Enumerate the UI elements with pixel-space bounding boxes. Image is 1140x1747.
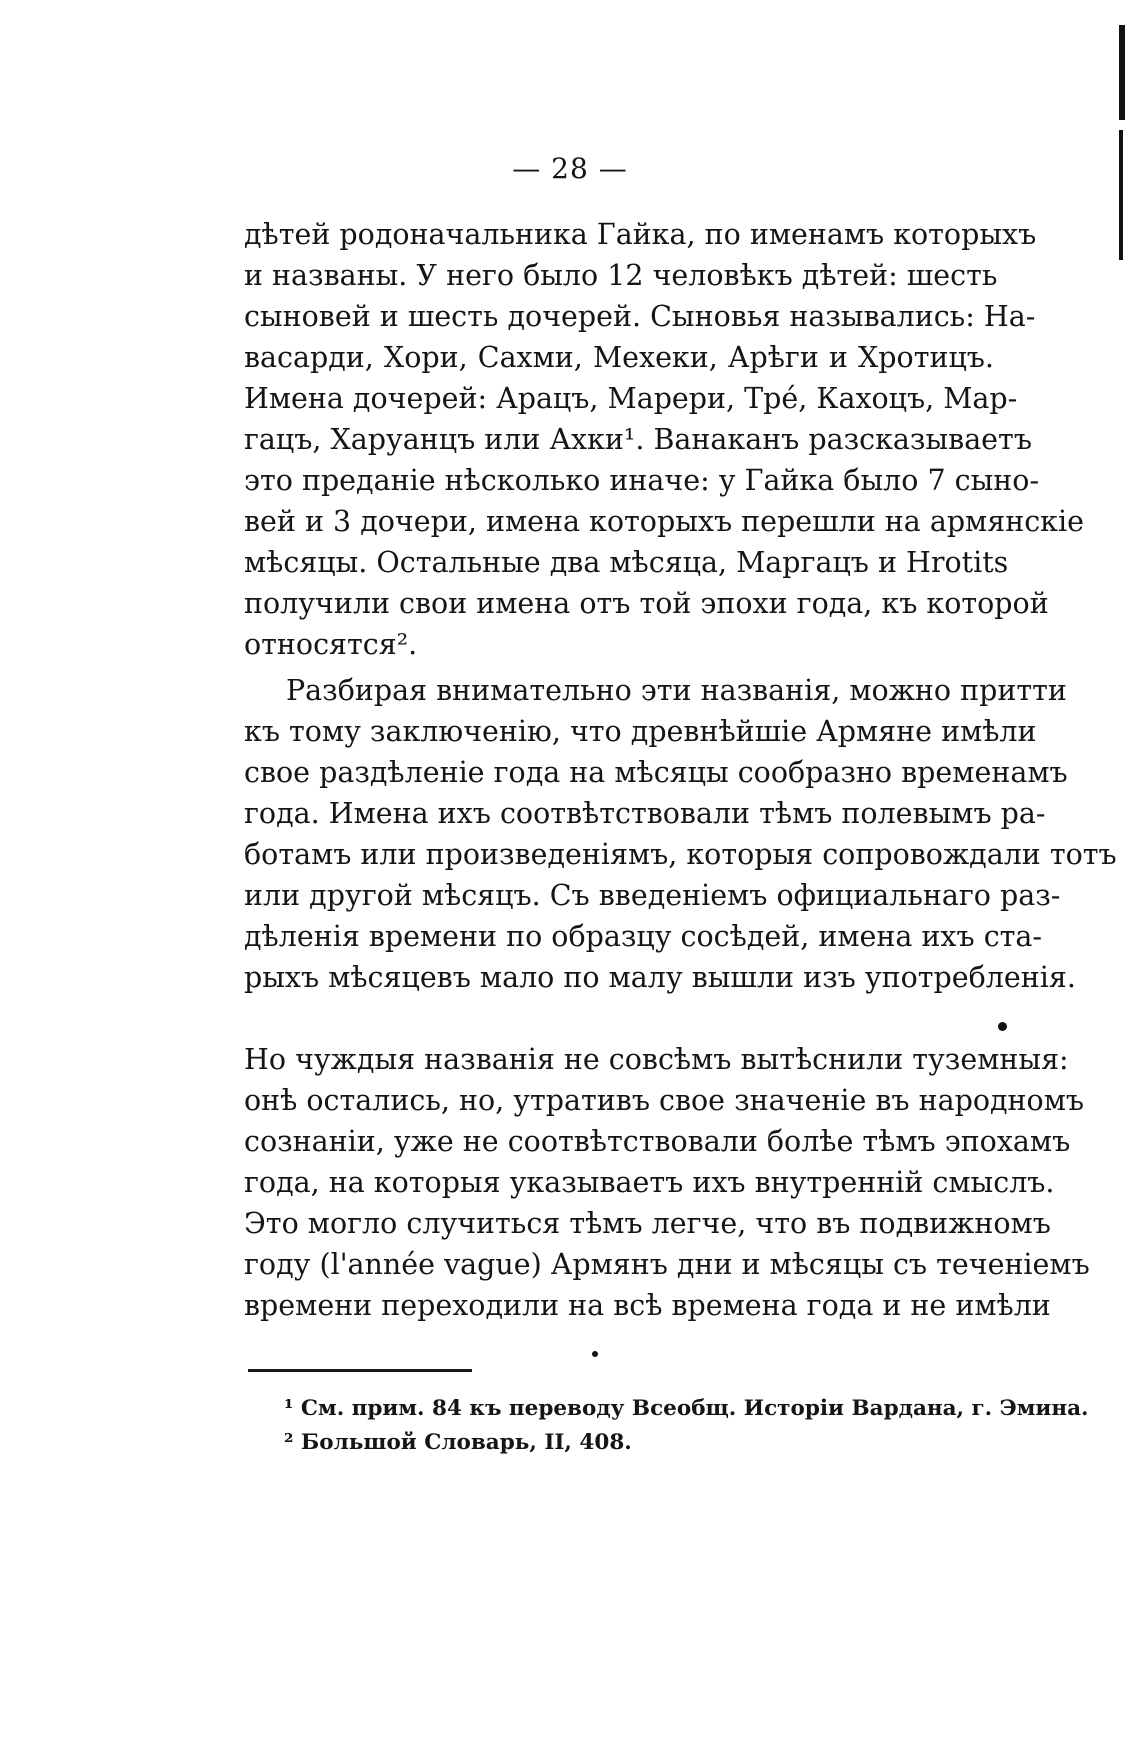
text-line-paragraph-start: Разбирая внимательно эти названія, можно притти	[286, 674, 1067, 707]
scan-speck	[592, 1351, 598, 1357]
text-line: года. Имена ихъ соотвѣтствовали тѣмъ полевымъ ра-	[244, 797, 1046, 830]
text-line: вей и 3 дочери, имена которыхъ перешли на армянскіе	[244, 505, 1084, 538]
text-line-paragraph-end: относятся².	[244, 628, 418, 661]
text-line: къ тому заключенію, что древнѣйшіе Армяне имѣли	[244, 715, 1037, 748]
text-line: онѣ остались, но, утративъ свое значеніе въ народномъ	[244, 1084, 1085, 1117]
text-line: Это могло случиться тѣмъ легче, что въ подвижномъ	[244, 1207, 1051, 1240]
footnote-2: ² Большой Словарь, II, 408.	[284, 1430, 632, 1455]
text-line: Имена дочерей: Арацъ, Марери, Трé, Кахоцъ, Мар-	[244, 382, 1018, 415]
text-line: году (l'année vague) Армянъ дни и мѣсяцы съ теченіемъ	[244, 1248, 1090, 1281]
text-line: мѣсяцы. Остальные два мѣсяца, Маргацъ и Hrotits	[244, 546, 1009, 579]
text-line: это преданіе нѣсколько иначе: у Гайка было 7 сыно-	[244, 464, 1040, 497]
text-line: гацъ, Харуанцъ или Ахки¹. Ванаканъ разсказываетъ	[244, 423, 1032, 456]
scan-speck	[998, 1022, 1007, 1031]
footnote-divider	[248, 1369, 472, 1372]
text-line: васарди, Хори, Сахми, Мехеки, Арѣги и Хротицъ.	[244, 341, 994, 374]
text-line: рыхъ мѣсяцевъ мало по малу вышли изъ употребленія.	[244, 961, 1076, 994]
page-number: — 28 —	[512, 152, 628, 185]
text-line: Но чуждыя названія не совсѣмъ вытѣснили туземныя:	[244, 1043, 1069, 1076]
text-line: сознаніи, уже не соотвѣтствовали болѣе тѣмъ эпохамъ	[244, 1125, 1071, 1158]
scan-edge-mark	[1119, 25, 1125, 120]
text-line: сыновей и шесть дочерей. Сыновья назывались: На-	[244, 300, 1036, 333]
text-line: дѣленія времени по образцу сосѣдей, имена ихъ ста-	[244, 920, 1043, 953]
text-line: получили свои имена отъ той эпохи года, къ которой	[244, 587, 1049, 620]
text-line: или другой мѣсяцъ. Съ введеніемъ официальнаго раз-	[244, 879, 1061, 912]
text-line: времени переходили на всѣ времена года и не имѣли	[244, 1289, 1051, 1322]
scan-edge-mark	[1119, 130, 1123, 260]
text-line: свое раздѣленіе года на мѣсяцы сообразно временамъ	[244, 756, 1068, 789]
footnote-1: ¹ См. прим. 84 къ переводу Всеобщ. Исторіи Вардана, г. Эмина.	[284, 1396, 1089, 1421]
text-line: ботамъ или произведеніямъ, которыя сопровождали тотъ	[244, 838, 1117, 871]
text-line: дѣтей родоначальника Гайка, по именамъ которыхъ	[244, 218, 1037, 251]
text-line: и названы. У него было 12 человѣкъ дѣтей: шесть	[244, 259, 998, 292]
text-line: года, на которыя указываетъ ихъ внутренній смыслъ.	[244, 1166, 1055, 1199]
